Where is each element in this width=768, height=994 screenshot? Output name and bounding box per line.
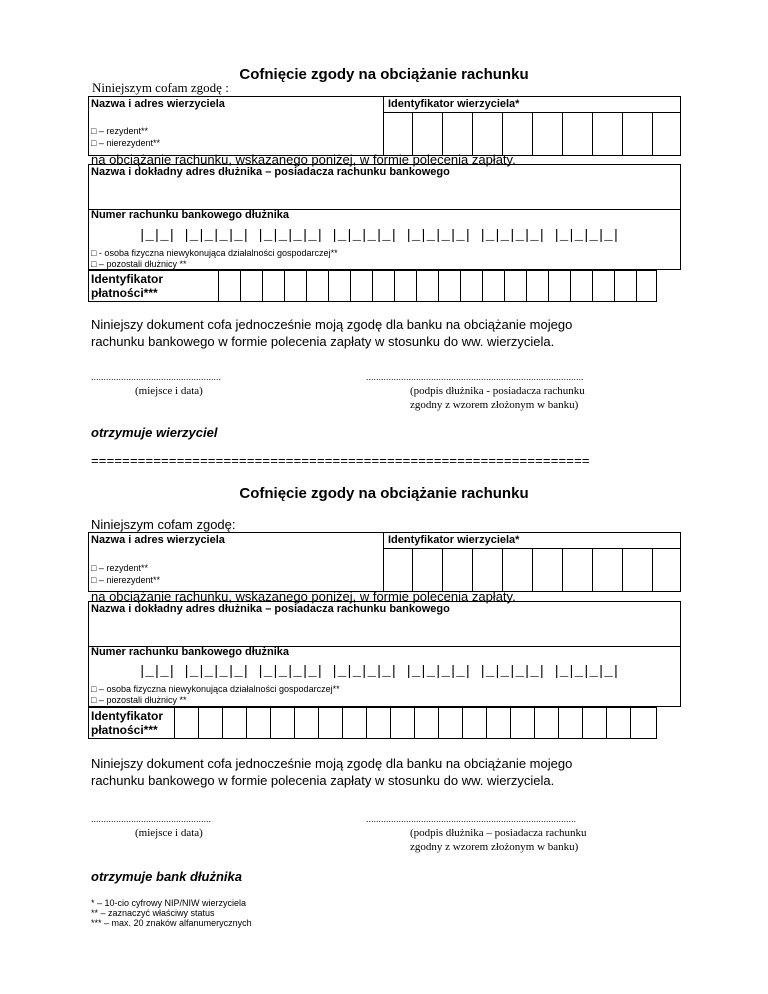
form1-recipient: otrzymuje wierzyciel <box>91 425 218 440</box>
form1-signature-label-2: zgodny z wzorem złożonym w banku) <box>410 399 579 411</box>
form2-consent-line: na obciążanie rachunku, wskazanego poniżej, w formie polecenia zapłaty. <box>91 589 516 604</box>
form1-intro: Niniejszym cofam zgodę : <box>92 80 229 95</box>
form2-payment-id-label-1: Identyfikator <box>91 709 164 723</box>
form2-account-label: Numer rachunku bankowego dłużnika <box>91 646 290 658</box>
form2-signature-line[interactable]: .................................................................................... <box>366 814 577 824</box>
form2-other-checkbox[interactable]: □ – pozostali dłużnicy ** <box>91 695 187 705</box>
form1-creditor-id-cells[interactable] <box>383 112 681 156</box>
form1-payment-id-cells[interactable] <box>218 270 657 302</box>
form2-signature-label-1: (podpis dłużnika – posiadacza rachunku <box>410 827 587 839</box>
form1-title: Cofnięcie zgody na obciążanie rachunku <box>239 66 529 83</box>
form2-statement-1: Niniejszy dokument cofa jednocześnie moją zgodę dla banku na obciążanie mojego <box>91 756 573 771</box>
form1-account-label: Numer rachunku bankowego dłużnika <box>91 209 290 221</box>
form2-title: Cofnięcie zgody na obciążanie rachunku <box>239 485 529 502</box>
form1-payment-id-label-2: płatności*** <box>91 286 158 300</box>
form2-payment-id-cells[interactable] <box>174 707 657 739</box>
footnote-2: ** – zaznaczyć właściwy status <box>91 908 215 918</box>
form2-creditor-id-label: Identyfikator wierzyciela* <box>388 534 520 546</box>
form2-person-checkbox[interactable]: □ – osoba fizyczna niewykonująca działalności gospodarczej** <box>91 684 340 694</box>
form1-signature-label-1: (podpis dłużnika - posiadacza rachunku <box>410 385 585 397</box>
form2-account-number-field[interactable]: |_|_| |_|_|_|_| |_|_|_|_| |_|_|_|_| |_|_|_|_| |_|_|_|_| |_|_|_|_| <box>138 664 620 680</box>
form2-debtor-label: Nazwa i dokładny adres dłużnika – posiadacza rachunku bankowego <box>91 603 450 615</box>
form1-other-checkbox[interactable]: □ – pozostali dłużnicy ** <box>91 259 187 269</box>
form2-place-date-line[interactable]: ................................................ <box>91 814 212 824</box>
form2-signature-label-2: zgodny z wzorem złożonym w banku) <box>410 841 579 853</box>
form2-nonresident-checkbox[interactable]: □ – nierezydent** <box>91 575 160 585</box>
form1-signature-line[interactable]: ....................................................................................... <box>366 372 584 382</box>
form1-person-checkbox[interactable]: □ - osoba fizyczna niewykonująca działalności gospodarczej** <box>91 248 338 258</box>
form1-creditor-name-label: Nazwa i adres wierzyciela <box>91 98 225 110</box>
form1-creditor-id-label: Identyfikator wierzyciela* <box>388 98 520 110</box>
form2-statement-2: rachunku bankowego w formie polecenia zapłaty w stosunku do ww. wierzyciela. <box>91 773 555 788</box>
form2-place-date-label: (miejsce i data) <box>135 827 203 839</box>
form1-place-date-line[interactable]: .................................................... <box>91 372 222 382</box>
form1-account-number-field[interactable]: |_|_| |_|_|_|_| |_|_|_|_| |_|_|_|_| |_|_|_|_| |_|_|_|_| |_|_|_|_| <box>138 228 620 244</box>
form2-creditor-name-label: Nazwa i adres wierzyciela <box>91 534 225 546</box>
footnote-1: * – 10-cio cyfrowy NIP/NIW wierzyciela <box>91 898 247 908</box>
form2-resident-checkbox[interactable]: □ – rezydent** <box>91 563 148 573</box>
form2-creditor-id-cells[interactable] <box>383 548 681 592</box>
form2-payment-id-label-2: płatności*** <box>91 723 158 737</box>
form1-place-date-label: (miejsce i data) <box>135 385 203 397</box>
form1-statement-1: Niniejszy dokument cofa jednocześnie moją zgodę dla banku na obciążanie mojego <box>91 317 573 332</box>
separator-line: ================================================================ <box>91 453 590 468</box>
form1-statement-2: rachunku bankowego w formie polecenia zapłaty w stosunku do ww. wierzyciela. <box>91 334 555 349</box>
form1-consent-line: na obciążanie rachunku, wskazanego poniżej, w formie polecenia zapłaty. <box>91 152 516 167</box>
form1-debtor-label: Nazwa i dokładny adres dłużnika – posiadacza rachunku bankowego <box>91 166 450 178</box>
footnote-3: *** – max. 20 znaków alfanumerycznych <box>91 918 252 928</box>
form2-intro: Niniejszym cofam zgodę: <box>91 517 236 532</box>
form1-resident-checkbox[interactable]: □ – rezydent** <box>91 126 148 136</box>
form1-nonresident-checkbox[interactable]: □ – nierezydent** <box>91 138 160 148</box>
form2-recipient: otrzymuje bank dłużnika <box>91 869 242 884</box>
form1-payment-id-label-1: Identyfikator <box>91 272 164 286</box>
